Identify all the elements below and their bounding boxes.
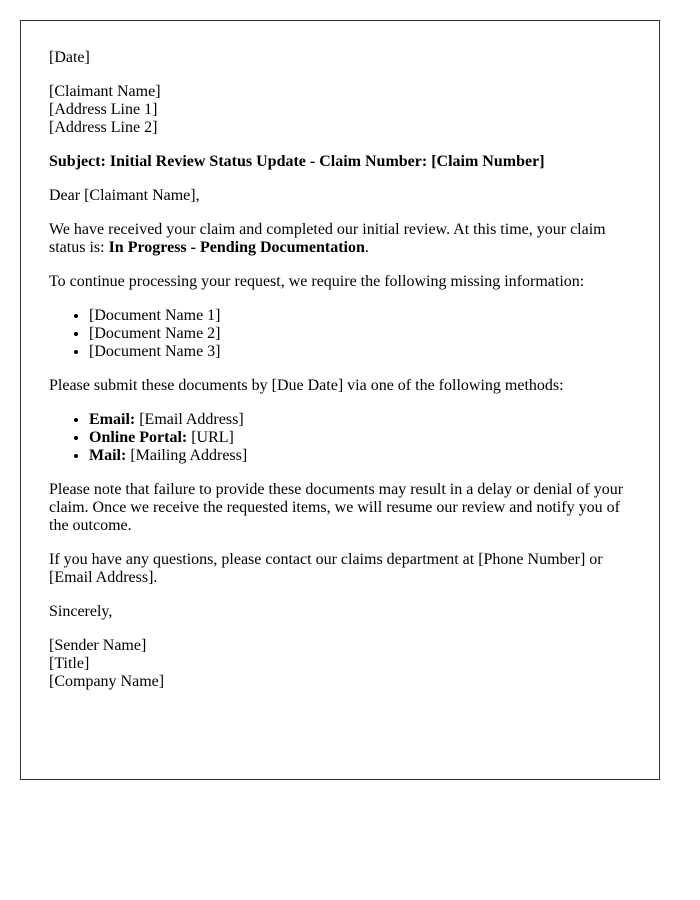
list-item: • [Document Name 2]: [89, 325, 631, 343]
letter-document: [20, 20, 660, 780]
list-item-email: [89, 411, 631, 429]
subject-line: Subject: Initial Review Status Update - Claim Number: [Claim Number]: [49, 153, 545, 170]
recipient-address-block: [49, 83, 631, 137]
method-label: Mail:: [89, 447, 127, 464]
recipient-address-line-2: [Address Line 2]: [49, 119, 158, 136]
method-value: [Mailing Address]: [126, 447, 248, 464]
status-prefix-text: We have received your claim and completed our initial review. At this time, your claim status is:: [49, 221, 606, 256]
status-suffix-text: .: [364, 239, 369, 256]
list-item-mail: [89, 447, 631, 465]
closing: Sincerely,: [49, 603, 113, 620]
sender-company: [Company Name]: [49, 673, 165, 690]
submission-methods-list: [49, 411, 631, 465]
list-item-online-portal: [89, 429, 631, 447]
submission-intro: Please submit these documents by [Due Date] via one of the following methods:: [49, 377, 564, 394]
recipient-name: [Claimant Name]: [49, 83, 161, 100]
sender-name: [Sender Name]: [49, 637, 147, 654]
list-item: • [Document Name 3]: [89, 343, 631, 361]
method-label: Online Portal:: [89, 429, 188, 446]
salutation: Dear [Claimant Name],: [49, 187, 200, 204]
signature-block: [49, 637, 631, 691]
method-value: [Email Address]: [135, 411, 244, 428]
claim-status: In Progress - Pending Documentation: [108, 239, 365, 256]
status-paragraph: [49, 221, 631, 257]
missing-info-intro: To continue processing your request, we require the following missing information:: [49, 273, 585, 290]
contact-paragraph: If you have any questions, please contact our claims department at [Phone Number] or [Email Address].: [49, 551, 603, 586]
letter-date: [49, 49, 631, 67]
recipient-address-line-1: [Address Line 1]: [49, 101, 158, 118]
method-label: Email:: [89, 411, 136, 428]
sender-title: [Title]: [49, 655, 90, 672]
date-text: [Date]: [49, 49, 90, 66]
list-item: • [Document Name 1]: [89, 307, 631, 325]
note-paragraph: Please note that failure to provide these documents may result in a delay or denial of your claim. Once we receive the requested items, we will resume our review and notify you of the outcome.: [49, 481, 624, 534]
method-value: [URL]: [187, 429, 234, 446]
missing-documents-list: [49, 307, 631, 361]
